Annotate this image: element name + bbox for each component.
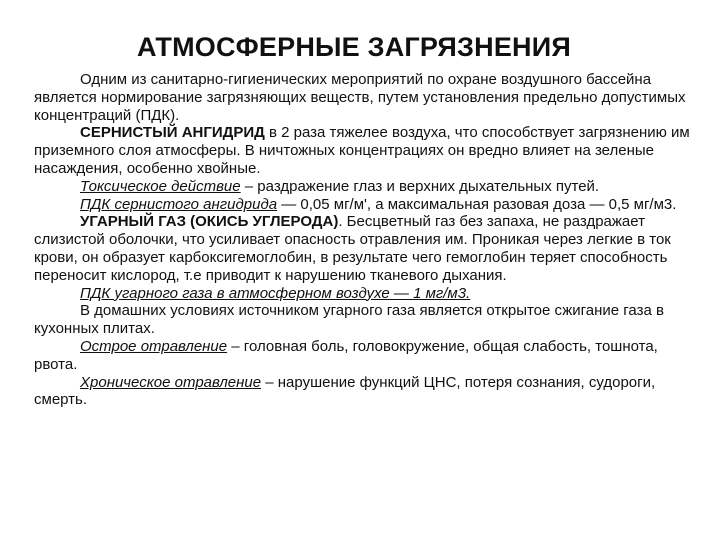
paragraph-co-limit — [34, 285, 696, 303]
term-so2-limit: ПДК сернистого ангидрида — [80, 195, 278, 213]
carbon-monoxide-text: . Бесцветный газ без запаха, не раздражает слизистой оболочки, что усиливает опасность отравления им. Проникая через легкие в ток крови, он образует карбоксигемоглобин, в результате чего гемоглобин теряет способность переносит кислород, т.е приводит к нарушению тканевого дыхания. — [34, 213, 671, 284]
paragraph-carbon-monoxide — [34, 213, 696, 284]
paragraph-so2-limit — [34, 196, 696, 214]
paragraph-chronic-poisoning — [34, 374, 696, 410]
term-co-limit: ПДК угарного газа в атмосферном воздухе — 1 мг/м3. — [80, 284, 471, 302]
term-acute-poisoning: Острое отравление — [80, 337, 228, 355]
paragraph-acute-poisoning — [34, 338, 696, 374]
paragraph-intro: Одним из санитарно-гигиенических мероприятий по охране воздушного бассейна является нормирование загрязняющих веществ, путем установления предельно допустимых концентраций (ПДК). — [34, 71, 686, 124]
term-toxic-effect: Токсическое действие — [80, 177, 241, 195]
paragraph-toxic-effect — [34, 178, 696, 196]
slide-body — [34, 71, 696, 409]
chronic-poisoning-text: – нарушение функций ЦНС, потеря сознания, судороги, смерть. — [34, 373, 656, 409]
term-carbon-monoxide: УГАРНЫЙ ГАЗ (ОКИСЬ УГЛЕРОДА) — [80, 213, 339, 231]
acute-poisoning-text: – головная боль, головокружение, общая слабость, тошнота, рвота. — [34, 337, 658, 373]
so2-limit-text: — 0,05 мг/м', а максимальная разовая доза — 0,5 мг/м3. — [277, 195, 677, 213]
paragraph-sulfur-dioxide — [34, 124, 696, 177]
term-chronic-poisoning: Хроническое отравление — [80, 373, 262, 391]
paragraph-home-source: В домашних условиях источником угарного газа является открытое сжигание газа в кухонных плитах. — [34, 302, 664, 338]
term-sulfur-dioxide: СЕРНИСТЫЙ АНГИДРИД — [80, 124, 265, 142]
toxic-effect-text: – раздражение глаз и верхних дыхательных путей. — [240, 177, 600, 195]
sulfur-dioxide-text: в 2 раза тяжелее воздуха, что способствует загрязнению им приземного слоя атмосферы. В ничтожных концентрациях он вредно влияет на зеленые насаждения, особенно хвойные. — [34, 124, 690, 177]
slide-title: АТМОСФЕРНЫЕ ЗАГРЯЗНЕНИЯ — [137, 32, 571, 62]
